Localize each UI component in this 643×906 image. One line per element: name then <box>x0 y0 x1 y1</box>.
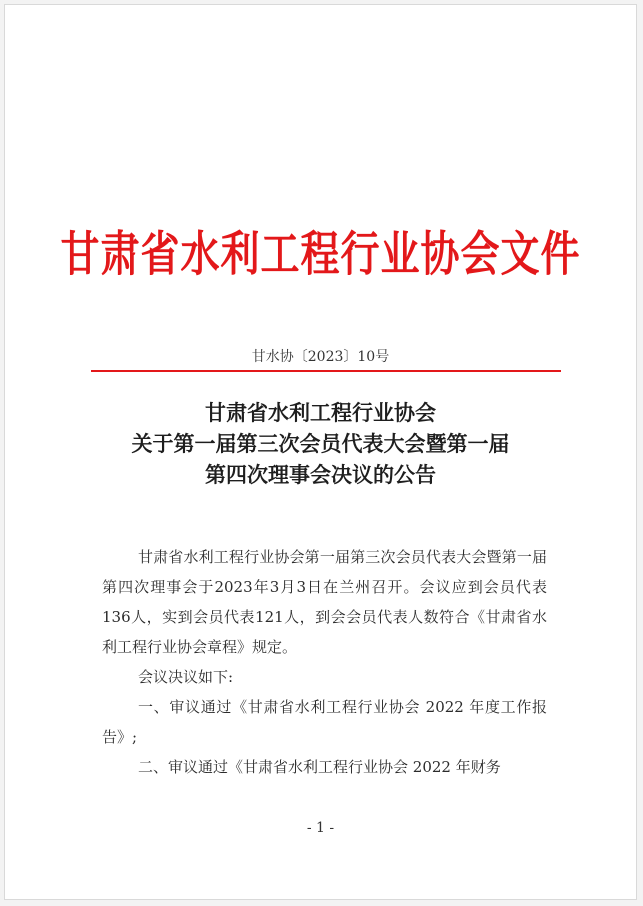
document-title-line: 关于第一届第三次会员代表大会暨第一届 <box>131 431 510 456</box>
page-number: - 1 - <box>306 820 335 836</box>
document-page <box>4 4 637 900</box>
body-paragraph: 甘肃省水利工程行业协会第一届第三次会员代表大会暨第一届第四次理事会于2023年3月3日在兰州召开。会议应到会员代表136人，实到会员代表121人，到会会员代表人数符合《甘肃省水利工程行业协会章程》规定。 <box>102 548 547 656</box>
document-title-line: 甘肃省水利工程行业协会 <box>205 400 436 425</box>
header-divider <box>91 370 561 372</box>
document-body <box>102 542 547 782</box>
document-title-line: 第四次理事会决议的公告 <box>205 462 436 487</box>
document-title <box>5 397 636 490</box>
body-paragraph: 二、审议通过《甘肃省水利工程行业协会 2022 年财务 <box>138 758 501 776</box>
issuing-organization-header: 甘肃省水利工程行业协会文件 <box>60 227 581 283</box>
body-paragraph: 会议决议如下: <box>138 668 234 686</box>
body-paragraph: 一、审议通过《甘肃省水利工程行业协会 2022 年度工作报告》; <box>102 698 547 746</box>
document-number: 甘水协〔2023〕10号 <box>251 349 390 365</box>
